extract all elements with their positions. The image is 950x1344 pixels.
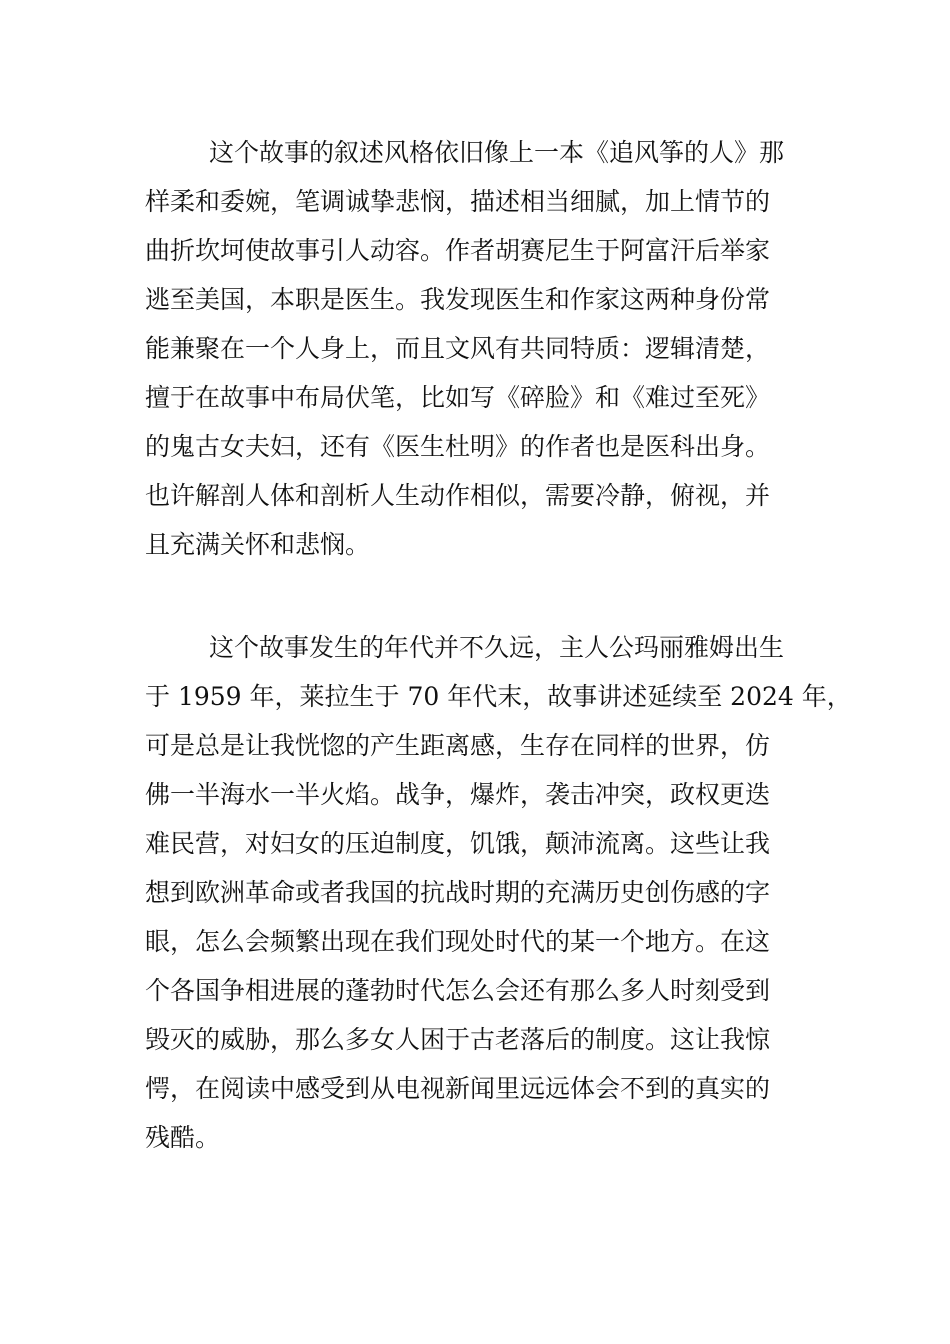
paragraph-line: 曲折坎坷使故事引人动容。作者胡赛尼生于阿富汗后举家 bbox=[145, 236, 771, 265]
paragraph-line: 难民营，对妇女的压迫制度，饥饿，颠沛流离。这些让我 bbox=[145, 829, 771, 858]
paragraph-line: 可是总是让我恍惚的产生距离感，生存在同样的世界，仿 bbox=[145, 731, 771, 760]
paragraph-line: 愕，在阅读中感受到从电视新闻里远远体会不到的真实的 bbox=[145, 1074, 771, 1103]
paragraph-line: 逃至美国，本职是医生。我发现医生和作家这两种身份常 bbox=[145, 285, 771, 314]
paragraph-line: 佛一半海水一半火焰。战争，爆炸，袭击冲突，政权更迭 bbox=[145, 780, 771, 809]
paragraph-line: 个各国争相进展的蓬勃时代怎么会还有那么多人时刻受到 bbox=[145, 976, 771, 1005]
paragraph-line: 的鬼古女夫妇，还有《医生杜明》的作者也是医科出身。 bbox=[145, 432, 771, 461]
paragraph-line: 想到欧洲革命或者我国的抗战时期的充满历史创伤感的字 bbox=[145, 878, 771, 907]
paragraph-line: 且充满关怀和悲悯。 bbox=[145, 530, 371, 559]
paragraph-line: 能兼聚在一个人身上，而且文风有共同特质：逻辑清楚， bbox=[145, 334, 771, 363]
paragraph-line: 也许解剖人体和剖析人生动作相似，需要冷静，俯视，并 bbox=[145, 481, 771, 510]
paragraph-2 bbox=[145, 623, 852, 1162]
paragraph-line: 残酷。 bbox=[145, 1123, 221, 1152]
paragraph-line: 擅于在故事中布局伏笔，比如写《碎脸》和《难过至死》 bbox=[145, 383, 771, 412]
paragraph-line: 毁灭的威胁，那么多女人困于古老落后的制度。这让我惊 bbox=[145, 1025, 771, 1054]
paragraph-line: 这个故事的叙述风格依旧像上一本《追风筝的人》那 bbox=[209, 138, 785, 167]
paragraph-line: 眼，怎么会频繁出现在我们现处时代的某一个地方。在这 bbox=[145, 927, 771, 956]
paragraph-1 bbox=[145, 128, 835, 569]
paragraph-line: 于 1959 年，莱拉生于 70 年代末，故事讲述延续至 2024 年， bbox=[145, 682, 852, 711]
paragraph-line: 这个故事发生的年代并不久远，主人公玛丽雅姆出生 bbox=[209, 633, 785, 662]
paragraph-line: 样柔和委婉，笔调诚挚悲悯，描述相当细腻，加上情节的 bbox=[145, 187, 771, 216]
